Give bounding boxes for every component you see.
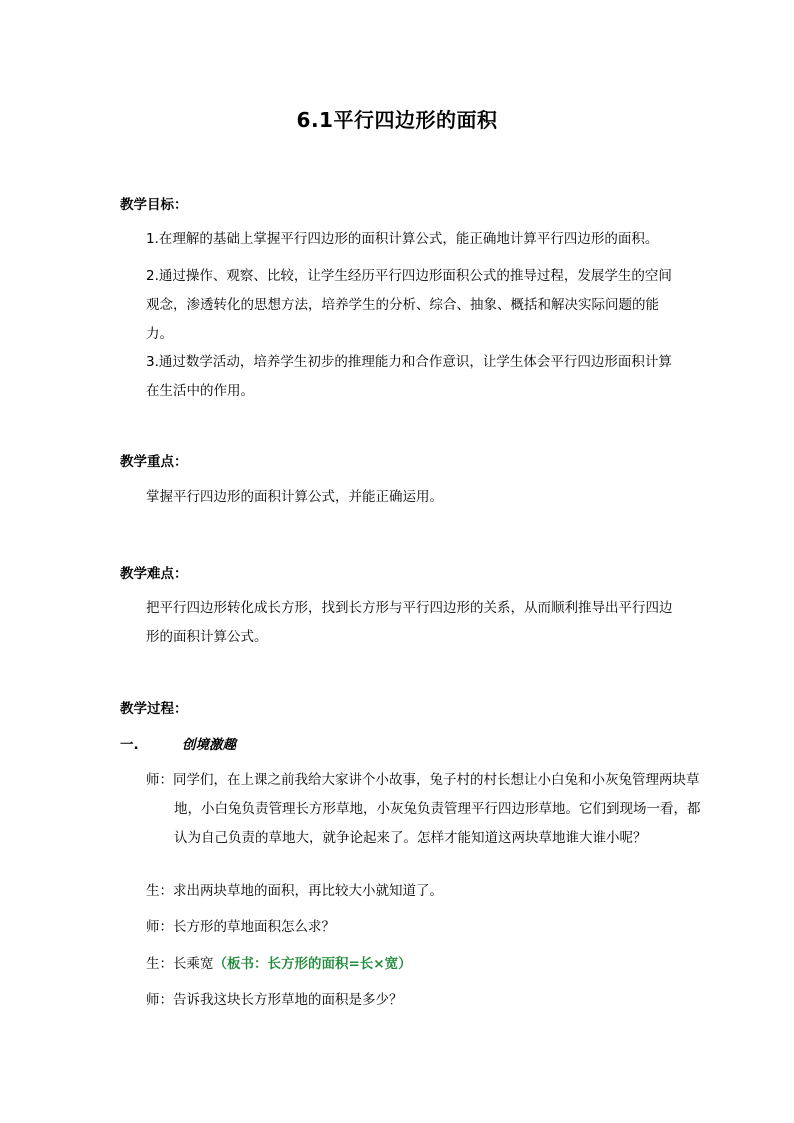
objectives-heading: 教学目标： [120,197,188,213]
section-title: 创境激趣 [182,737,236,753]
dialogue-line-2: 生：求出两块草地的面积，再比较大小就知道了。 [146,883,443,899]
board-note: （板书：长方形的面积=长×宽） [213,956,412,972]
key-point-text: 掌握平行四边形的面积计算公式，并能正确运用。 [146,489,443,505]
dialogue-line-4 [146,950,686,979]
key-point-heading: 教学重点： [120,454,188,470]
page-title: 6.1平行四边形的面积 [296,108,498,132]
dialogue-line-5: 师：告诉我这块长方形草地的面积是多少？ [146,992,403,1008]
objective-item-2: 2.通过操作、观察、比较，让学生经历平行四边形面积公式的推导过程，发展学生的空间观念，渗透转化的思想方法，培养学生的分析、综合、抽象、概括和解决实际问题的能力。 [146,268,672,342]
section-one-heading [120,733,236,753]
dialogue-line-1: 师：同学们，在上课之前我给大家讲个小故事，兔子村的村长想让小白兔和小灰兔管理两块草地，小白兔负责管理长方形草地，小灰兔负责管理平行四边形草地。它们到现场一看，都认为自己负责的草地大，就争论起来了。怎样才能知道这两块草地谁大谁小呢？ [146,772,701,846]
process-heading: 教学过程： [120,701,188,717]
objective-item-3: 3.通过数学活动，培养学生初步的推理能力和合作意识，让学生体会平行四边形面积计算在生活中的作用。 [146,354,672,399]
dialogue-line-3: 师：长方形的草地面积怎么求？ [146,919,335,935]
difficulty-text: 把平行四边形转化成长方形，找到长方形与平行四边形的关系，从而顺利推导出平行四边形的面积计算公式。 [146,600,673,645]
objective-item-1: 1.在理解的基础上掌握平行四边形的面积计算公式，能正确地计算平行四边形的面积。 [146,231,659,247]
dialogue-line-4-text: 生：长乘宽 [146,956,214,972]
section-number: 一. [120,737,139,753]
difficulty-heading: 教学难点： [120,566,188,582]
